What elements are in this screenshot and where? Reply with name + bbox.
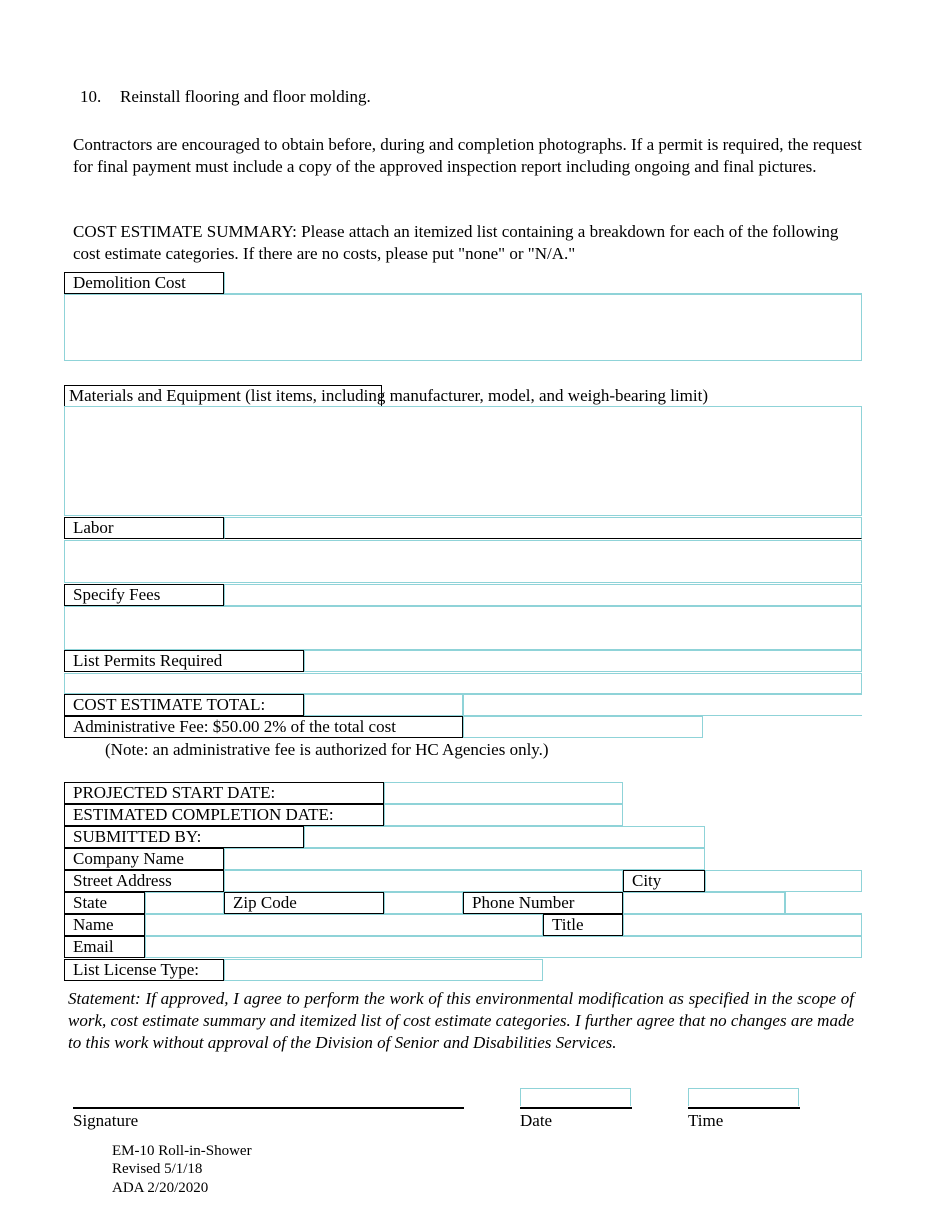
materials-equipment-field[interactable] xyxy=(64,406,862,516)
phone-number-extra-field[interactable] xyxy=(785,892,862,914)
specify-fees-header-field[interactable] xyxy=(224,584,862,606)
date-label: Date xyxy=(520,1111,553,1130)
street-address-field[interactable] xyxy=(224,870,623,892)
city-field[interactable] xyxy=(705,870,862,892)
license-type-label: List License Type: xyxy=(64,959,224,981)
admin-fee-field[interactable] xyxy=(463,716,703,738)
footer-form-id: EM-10 Roll-in-Shower xyxy=(112,1143,252,1159)
zip-code-field[interactable] xyxy=(384,892,463,914)
company-name-label: Company Name xyxy=(64,848,224,870)
zip-code-label: Zip Code xyxy=(224,892,384,914)
state-label: State xyxy=(64,892,145,914)
company-name-field[interactable] xyxy=(224,848,705,870)
cost-total-label: COST ESTIMATE TOTAL: xyxy=(64,694,304,716)
phone-number-label: Phone Number xyxy=(463,892,623,914)
signature-line[interactable] xyxy=(73,1107,464,1109)
cost-summary-paragraph: COST ESTIMATE SUMMARY: Please attach an itemized list containing a breakdown for each of the following cost estimate categories. If there are no costs, please put "none" or "N/A." xyxy=(73,222,839,263)
demolition-cost-field[interactable] xyxy=(64,294,862,361)
name-label: Name xyxy=(64,914,145,936)
statement-paragraph: Statement: If approved, I agree to perform the work of this environmental modification as specified in the scope of work, cost estimate summary and itemized list of cost estimate categories. I further agree that no changes are made to this work without approval of the Division of Senior and Disabilities Services. xyxy=(68,989,854,1052)
street-address-label: Street Address xyxy=(64,870,224,892)
specify-fees-label: Specify Fees xyxy=(64,584,224,606)
projected-start-label: PROJECTED START DATE: xyxy=(64,782,384,804)
time-label: Time xyxy=(688,1111,724,1130)
signature-label: Signature xyxy=(73,1111,139,1130)
submitted-by-label: SUBMITTED BY: xyxy=(64,826,304,848)
labor-field[interactable] xyxy=(64,540,862,583)
projected-start-field[interactable] xyxy=(384,782,623,804)
footer-revised: Revised 5/1/18 xyxy=(112,1161,203,1177)
estimated-completion-field[interactable] xyxy=(384,804,623,826)
step-text: Reinstall flooring and floor molding. xyxy=(120,87,371,106)
email-field[interactable] xyxy=(145,936,862,958)
phone-number-field[interactable] xyxy=(623,892,785,914)
state-field[interactable] xyxy=(145,892,224,914)
cost-total-extra-field[interactable] xyxy=(463,694,862,716)
permits-header-field[interactable] xyxy=(304,650,862,672)
specify-fees-field[interactable] xyxy=(64,606,862,650)
submitted-by-field[interactable] xyxy=(304,826,705,848)
materials-equipment-label-text: Materials and Equipment (list items, including manufacturer, model, and weigh-bearing limit) xyxy=(69,386,709,405)
admin-fee-note: (Note: an administrative fee is authorized for HC Agencies only.) xyxy=(105,740,549,759)
demolition-cost-header-field[interactable] xyxy=(224,272,862,294)
step-number: 10. xyxy=(80,87,102,106)
demolition-cost-label: Demolition Cost xyxy=(64,272,224,294)
admin-fee-label: Administrative Fee: $50.00 2% of the total cost xyxy=(64,716,463,738)
permits-label: List Permits Required xyxy=(64,650,304,672)
email-label: Email xyxy=(64,936,145,958)
labor-label: Labor xyxy=(64,517,224,539)
time-field[interactable] xyxy=(688,1088,799,1106)
labor-header-field[interactable] xyxy=(224,517,862,539)
materials-equipment-label xyxy=(64,385,709,407)
permits-field[interactable] xyxy=(64,673,862,694)
cost-total-field[interactable] xyxy=(304,694,463,716)
footer-ada: ADA 2/20/2020 xyxy=(112,1180,209,1196)
photos-paragraph: Contractors are encouraged to obtain before, during and completion photographs. If a permit is required, the request for final payment must include a copy of the approved inspection report including ongoing and final pictures. xyxy=(73,135,862,176)
title-field[interactable] xyxy=(623,914,862,936)
title-label: Title xyxy=(543,914,623,936)
city-label: City xyxy=(623,870,705,892)
estimated-completion-label: ESTIMATED COMPLETION DATE: xyxy=(64,804,384,826)
time-line xyxy=(688,1107,800,1109)
date-field[interactable] xyxy=(520,1088,631,1106)
name-field[interactable] xyxy=(145,914,543,936)
date-line xyxy=(520,1107,632,1109)
license-type-field[interactable] xyxy=(224,959,543,981)
